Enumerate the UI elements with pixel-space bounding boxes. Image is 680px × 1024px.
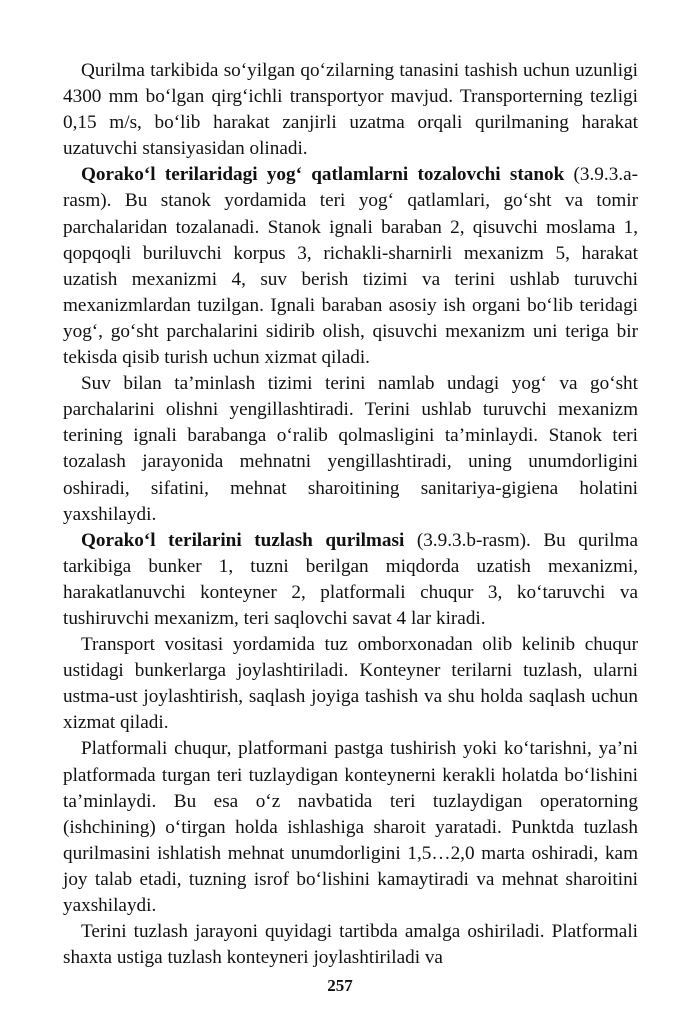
paragraph-3	[63, 371, 638, 528]
paragraph-5-text: Transport vositasi yordamida tuz omborxonadan olib kelinib chuqur ustidagi bunkerlarga joylashtiriladi. Konteyner terilarni tuzlash, ularni ustma-ust joylashtirish, saqlash joyiga tashish va shu holda saqlash uchun xizmat qiladi.	[63, 634, 638, 734]
paragraph-3-text: Suv bilan ta’minlash tizimi terini namlab undagi yog‘ va go‘sht parchalarini olishni yengillashtiradi. Terini ushlab turuvchi mexanizm terining ignali barabanga o‘ralib qolmasligini ta’minlaydi. Stanok teri tozalash jarayonida mehnatni yengillashtiradi, uning unumdorligini oshiradi, sifatini, mehnat sharoitining sanitariya-gigiena holatini yaxshilaydi.	[63, 373, 638, 525]
paragraph-6	[63, 736, 638, 919]
paragraph-4-heading: Qorako‘l terilarini tuzlash qurilmasi	[81, 529, 405, 551]
paragraph-2	[63, 162, 638, 371]
paragraph-4-text: (3.9.3.b-rasm). Bu qurilma tarkibiga bunker 1, tuzni berilgan miqdorda uzatish mexanizmi, harakatlanuvchi konteyner 2, platformali chuqur 3, ko‘taruvchi va tushiruvchi mexanizm, teri saqlovchi savat 4 lar kiradi.	[63, 529, 638, 629]
paragraph-2-text: (3.9.3.a-rasm). Bu stanok yordamida teri yog‘ qatlamlari, go‘sht va tomir parchalaridan tozalanadi. Stanok ignali baraban 2, qisuvchi moslama 1, qopqoqli buriluvchi korpus 3, richakli-sharnirli mexanizm 5, harakat uzatish mexanizmi 4, suv berish tizimi va terini ushlab turuvchi mexanizmlardan tuzilgan. Ignali baraban asosiy ish organi bo‘lib teridagi yog‘, go‘sht parchalarini sidirib olish, qisuvchi mexanizm uni teriga bir tekisda qisib turish uchun xizmat qiladi.	[63, 164, 638, 369]
paragraph-7	[63, 919, 638, 971]
paragraph-7-text: Terini tuzlash jarayoni quyidagi tartibda amalga oshiriladi. Platformali shaxta ustiga tuzlash konteyneri joylashtiriladi va	[63, 921, 638, 969]
paragraph-6-text: Platformali chuqur, platformani pastga tushirish yoki ko‘tarishni, ya’ni platformada turgan teri tuzlaydigan konteynerni kerakli holatda bo‘lishini ta’minlaydi. Bu esa o‘z navbatida teri tuzlaydigan operatorning (ishchining) o‘tirgan holda ishlashiga sharoit yaratadi. Punktda tuzlash qurilmasini ishlatish mehnat unumdorligini 1,5…2,0 marta oshiradi, kam joy talab etadi, tuzning isrof bo‘lishini kamaytiradi va mehnat sharoitini yaxshilaydi.	[63, 738, 638, 916]
paragraph-1-text: Qurilma tarkibida so‘yilgan qo‘zilarning tanasini tashish uchun uzunligi 4300 mm bo‘lgan qirg‘ichli transportyor mavjud. Transporterning tezligi 0,15 m/s, bo‘lib harakat zanjirli uzatma orqali qurilmaning harakat uzatuvchi stansiyasidan olinadi.	[63, 60, 638, 160]
page-number: 257	[327, 976, 353, 995]
paragraph-1	[63, 58, 638, 162]
body-text	[63, 58, 638, 971]
paragraph-2-heading: Qorako‘l terilaridagi yog‘ qatlamlarni tozalovchi stanok	[81, 164, 565, 186]
paragraph-5	[63, 632, 638, 736]
paragraph-4	[63, 528, 638, 632]
